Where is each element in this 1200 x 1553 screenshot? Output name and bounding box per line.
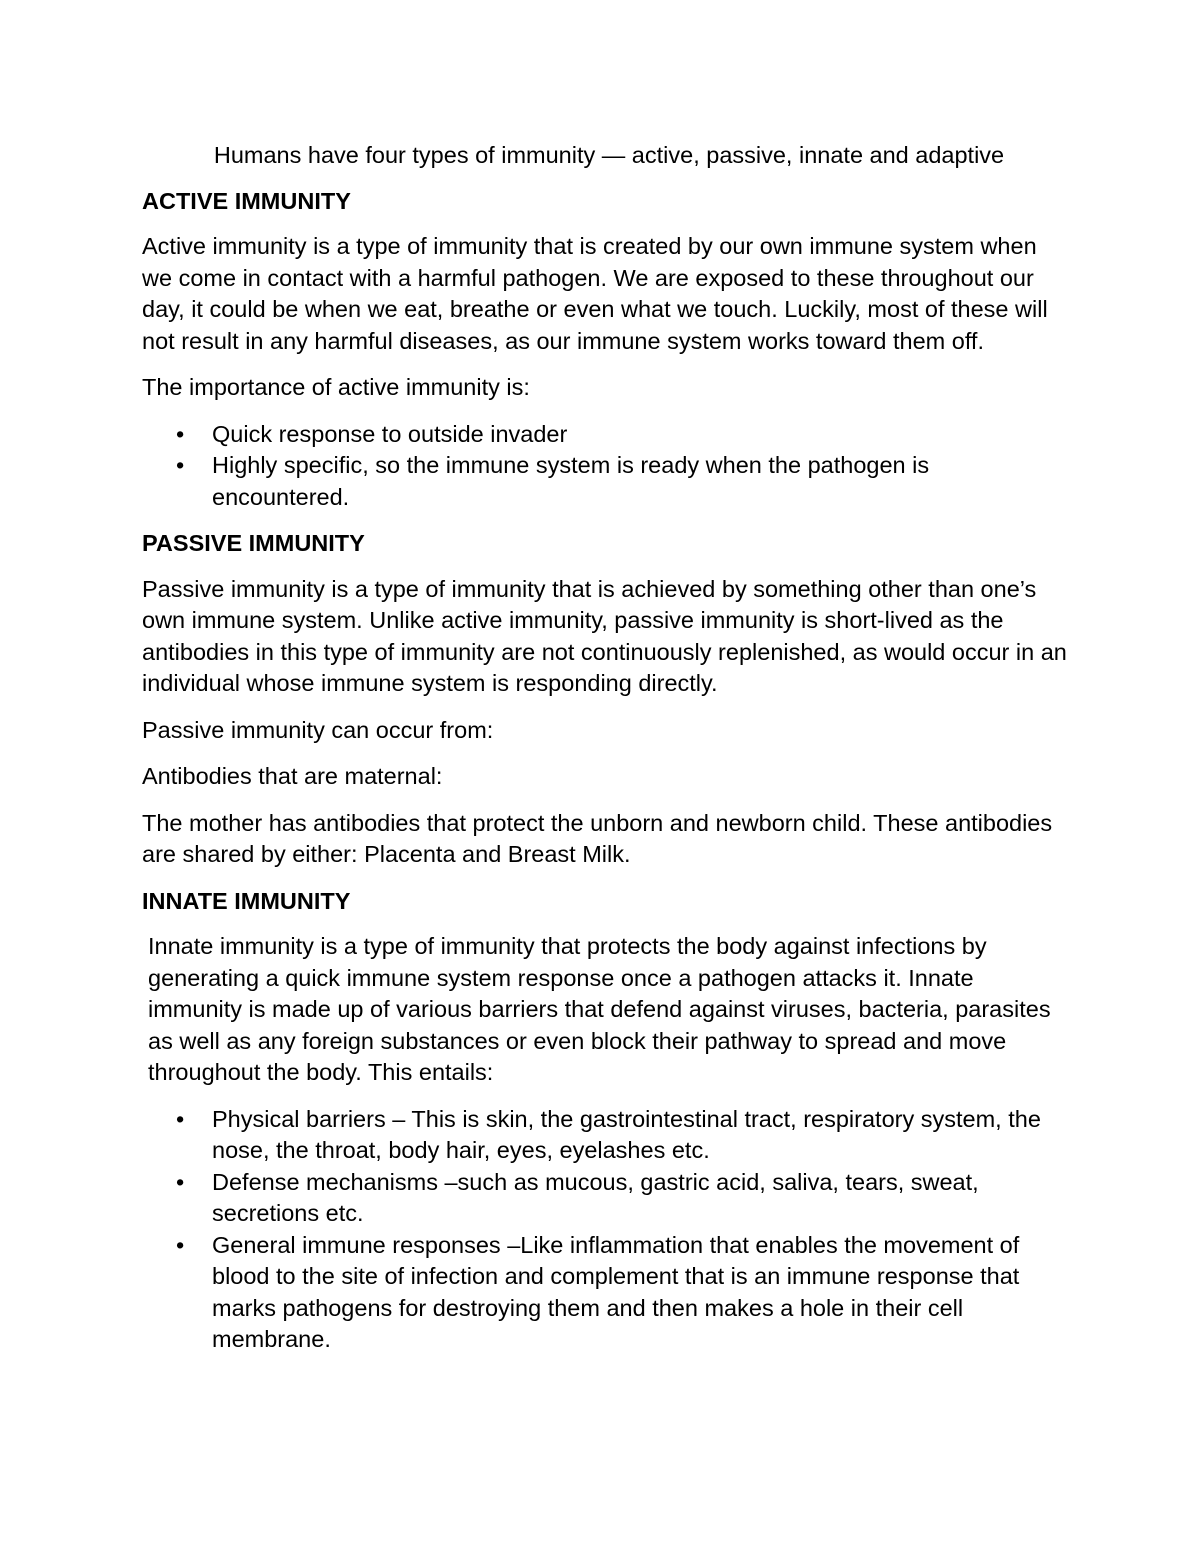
bullet-icon: • [176,1231,185,1258]
bullet-icon: • [176,420,185,447]
list-item-text: General immune responses –Like inflammation that enables the movement of blood to the site of infection and complement that is an immune response that marks pathogens for destroying them and then makes a hole in their cell membrane. [212,1231,1020,1352]
list-item [142,419,1072,451]
active-importance-intro: The importance of active immunity is: [142,374,530,400]
active-immunity-heading: ACTIVE IMMUNITY [142,187,351,214]
passive-immunity-heading: PASSIVE IMMUNITY [142,530,365,556]
innate-immunity-paragraph: Innate immunity is a type of immunity that protects the body against infections by generating a quick immune system response once a pathogen attacks it. Innate immunity is made up of various barriers that defend against viruses, bacteria, parasites as well as any foreign substances or even block their pathway to spread and move throughout the body. This entails: [148,933,1051,1085]
list-item [142,1167,1072,1230]
active-immunity-paragraph: Active immunity is a type of immunity that is created by our own immune system when we come in contact with a harmful pathogen. We are exposed to these throughout our day, it could be when we eat, breathe or even what we touch. Luckily, most of these will not result in any harmful diseases, as our immune system works toward them off. [142,233,1048,354]
active-importance-list [142,419,1072,514]
bullet-icon: • [176,452,185,478]
bullet-icon: • [176,1105,185,1132]
bullet-icon: • [176,1168,185,1195]
list-item [142,1104,1072,1167]
maternal-antibodies-text: The mother has antibodies that protect the unborn and newborn child. These antibodies are shared by either: Placenta and Breast Milk. [142,809,1053,867]
document-page [142,140,1072,1371]
list-item-text: Quick response to outside invader [212,420,568,447]
list-item-text: Physical barriers – This is skin, the gastrointestinal tract, respiratory system, the nose, the throat, body hair, eyes, eyelashes etc. [212,1105,1041,1163]
list-item-text: Defense mechanisms –such as mucous, gastric acid, saliva, tears, sweat, secretions etc. [212,1168,979,1226]
document-title: Humans have four types of immunity — active, passive, innate and adaptive [213,142,1005,168]
passive-occur-intro: Passive immunity can occur from: [142,716,494,743]
innate-immunity-heading: INNATE IMMUNITY [142,887,351,914]
list-item [142,1230,1072,1356]
innate-entails-list [142,1104,1072,1356]
maternal-antibodies-label: Antibodies that are maternal: [142,763,443,789]
list-item [142,450,1072,513]
list-item-text: Highly specific, so the immune system is ready when the pathogen is encountered. [212,452,930,510]
passive-immunity-paragraph: Passive immunity is a type of immunity that is achieved by something other than one’s own immune system. Unlike active immunity, passive immunity is short-lived as the antibodies in this type of immunity are not continuously replenished, as would occur in an individual whose immune system is responding directly. [142,575,1067,696]
